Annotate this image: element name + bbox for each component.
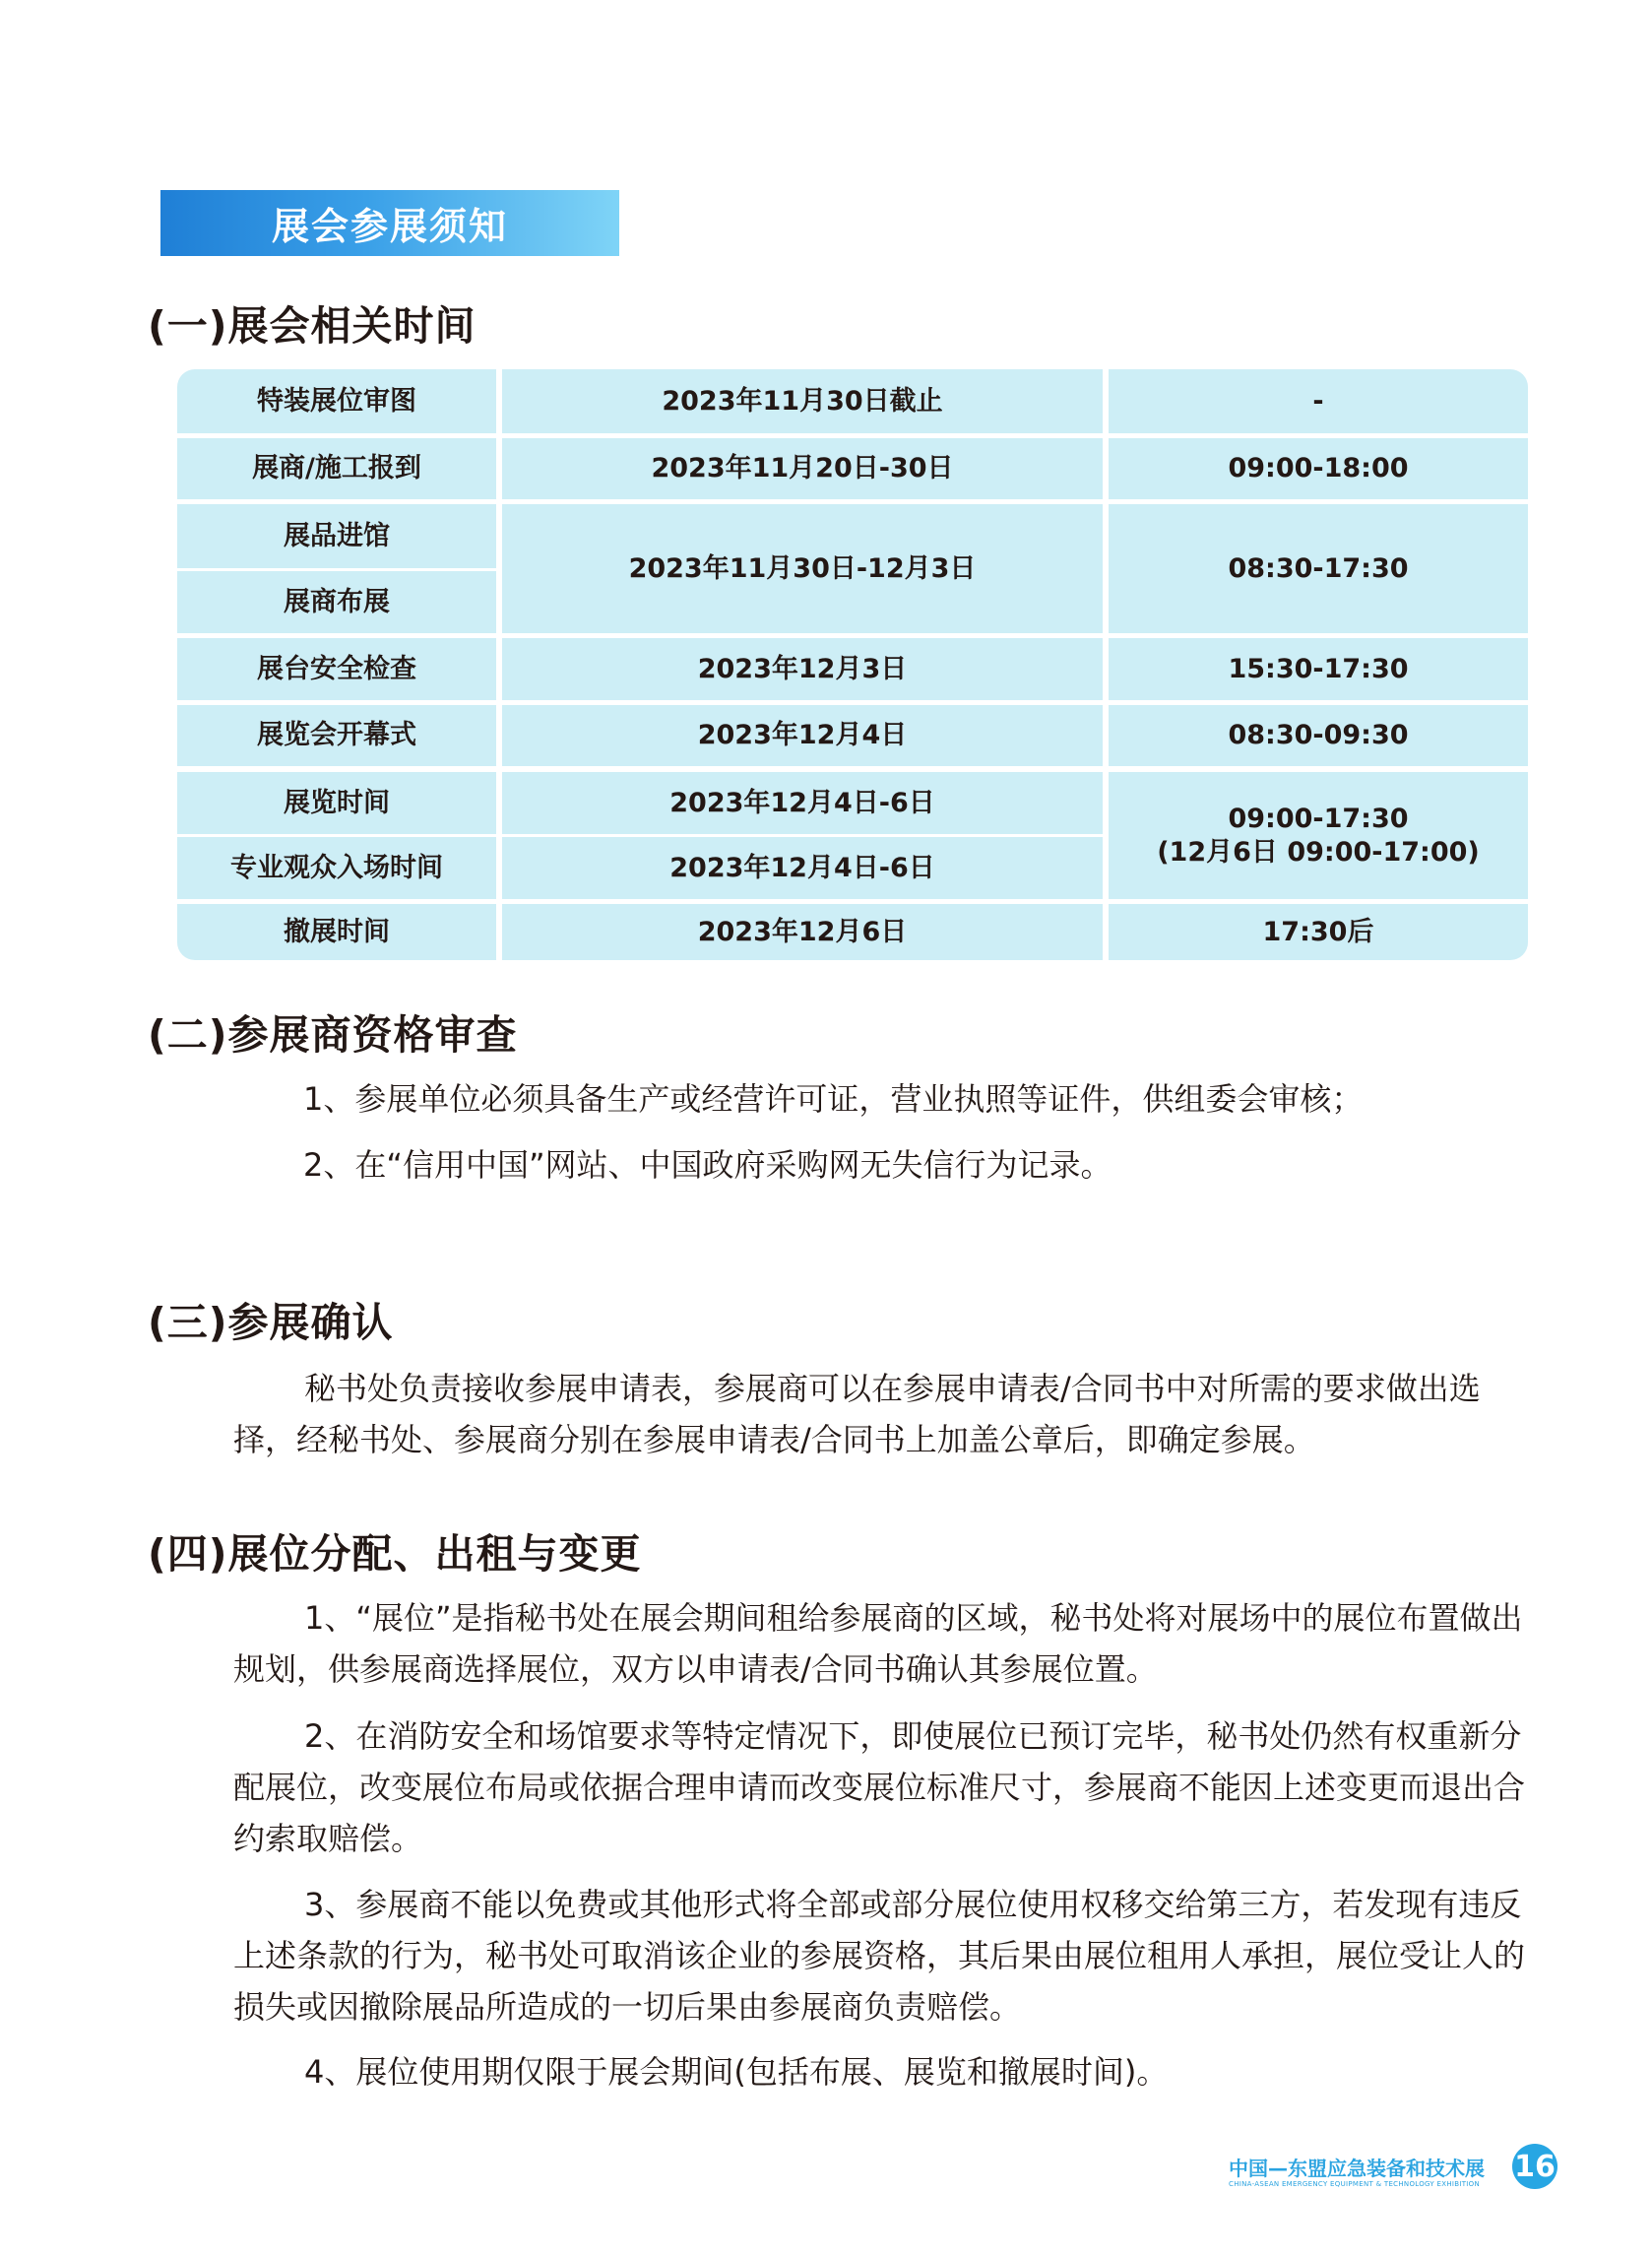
paragraph: 4、展位使用期仅限于展会期间(包括布展、展览和撤展时间)。 bbox=[304, 2053, 1169, 2091]
table-cell-date: 2023年11月30日-12月3日 bbox=[502, 504, 1103, 633]
schedule-table bbox=[177, 369, 1528, 960]
time-note: (12月6日 09:00-17:00) bbox=[1157, 836, 1480, 868]
footer-subtitle: CHINA-ASEAN EMERGENCY EQUIPMENT & TECHNOLOGY EXHIBITION bbox=[1229, 2180, 1481, 2188]
table-cell-date: 2023年12月4日-6日 bbox=[502, 772, 1103, 834]
section-title-confirmation: (三)参展确认 bbox=[148, 1299, 394, 1346]
table-cell-date: 2023年12月4日-6日 bbox=[502, 837, 1103, 899]
table-cell-time: 08:30-09:30 bbox=[1109, 705, 1528, 766]
page-number: 16 bbox=[1512, 2144, 1557, 2189]
paragraph: 1、“展位”是指秘书处在展会期间租给参展商的区域，秘书处将对展场中的展位布置做出规划，供参展商选择展位，双方以申请表/合同书确认其参展位置。 bbox=[233, 1599, 1523, 1688]
table-cell-item: 专业观众入场时间 bbox=[177, 837, 496, 899]
paragraph: 1、参展单位必须具备生产或经营许可证，营业执照等证件，供组委会审核； bbox=[303, 1080, 1364, 1118]
table-cell-item: 展台安全检查 bbox=[177, 638, 496, 700]
table-cell-item: 展商布展 bbox=[177, 571, 496, 633]
section-title-booth: (四)展位分配、出租与变更 bbox=[148, 1530, 642, 1578]
section-title-qualification: (二)参展商资格审查 bbox=[148, 1011, 518, 1059]
table-cell-date: 2023年12月3日 bbox=[502, 638, 1103, 700]
table-cell-item: 展商/施工报到 bbox=[177, 438, 496, 499]
table-cell-time: - bbox=[1109, 369, 1528, 433]
section-banner: 展会参展须知 bbox=[160, 190, 619, 256]
table-cell-item: 撤展时间 bbox=[177, 904, 496, 960]
table-cell-item: 展品进馆 bbox=[177, 504, 496, 568]
paragraph: 秘书处负责接收参展申请表，参展商可以在参展申请表/合同书中对所需的要求做出选择，经秘书处、参展商分别在参展申请表/合同书上加盖公章后，即确定参展。 bbox=[233, 1370, 1481, 1458]
table-cell-date: 2023年11月20日-30日 bbox=[502, 438, 1103, 499]
table-cell-time: 15:30-17:30 bbox=[1109, 638, 1528, 700]
time-value: 09:00-17:30 bbox=[1228, 803, 1409, 834]
paragraph: 3、参展商不能以免费或其他形式将全部或部分展位使用权移交给第三方，若发现有违反上述条款的行为，秘书处可取消该企业的参展资格，其后果由展位租用人承担，展位受让人的损失或因撤除展品所造成的一切后果由参展商负责赔偿。 bbox=[233, 1886, 1526, 2026]
footer-title: 中国—东盟应急装备和技术展 bbox=[1229, 2157, 1485, 2180]
table-cell-time bbox=[1109, 772, 1528, 899]
table-cell-item: 展览会开幕式 bbox=[177, 705, 496, 766]
table-cell-time: 17:30后 bbox=[1109, 904, 1528, 960]
table-cell-time: 08:30-17:30 bbox=[1109, 504, 1528, 633]
paragraph: 2、在消防安全和场馆要求等特定情况下，即使展位已预订完毕，秘书处仍然有权重新分配展位，改变展位布局或依据合理申请而改变展位标准尺寸，参展商不能因上述变更而退出合约索取赔偿。 bbox=[233, 1717, 1526, 1857]
table-cell-item: 特装展位审图 bbox=[177, 369, 496, 433]
table-cell-date: 2023年11月30日截止 bbox=[502, 369, 1103, 433]
table-cell-date: 2023年12月6日 bbox=[502, 904, 1103, 960]
table-cell-item: 展览时间 bbox=[177, 772, 496, 834]
paragraph: 2、在“信用中国”网站、中国政府采购网无失信行为记录。 bbox=[303, 1146, 1112, 1184]
section-title-times: (一)展会相关时间 bbox=[148, 302, 477, 350]
table-cell-date: 2023年12月4日 bbox=[502, 705, 1103, 766]
table-cell-time: 09:00-18:00 bbox=[1109, 438, 1528, 499]
